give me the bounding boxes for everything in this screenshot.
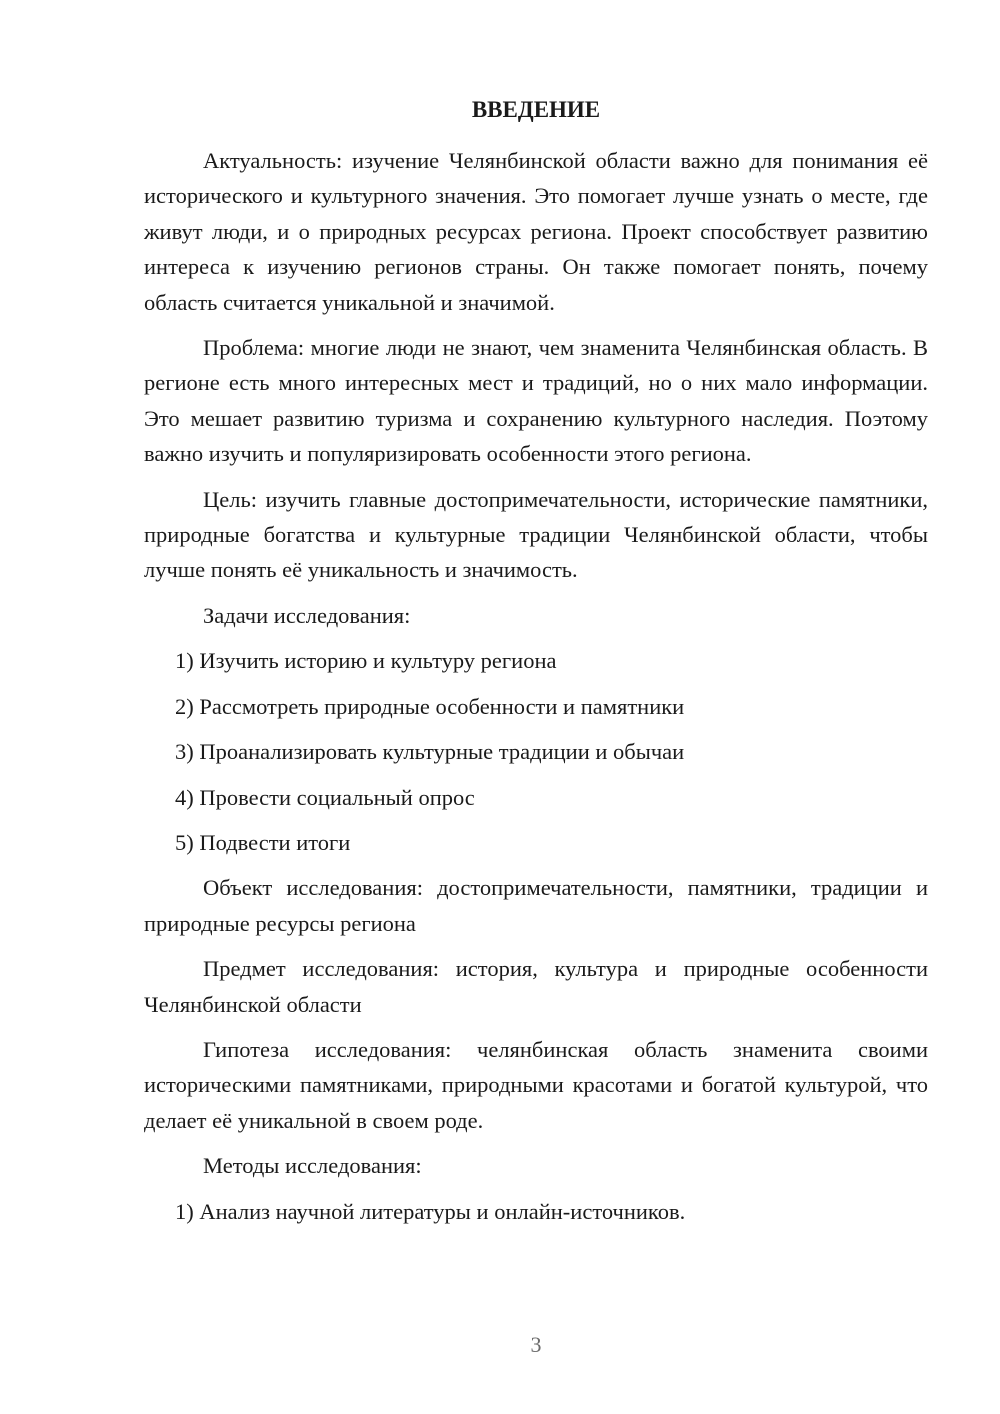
object-paragraph: Объект исследования: достопримечательности, памятники, традиции и природные ресурсы региона	[144, 875, 928, 936]
list-item: 4) Провести социальный опрос	[175, 784, 475, 810]
methods-list	[144, 1194, 928, 1229]
list-item: 3) Проанализировать культурные традиции и обычаи	[175, 739, 685, 765]
methods-heading: Методы исследования:	[203, 1153, 422, 1179]
subject-paragraph: Предмет исследования: история, культура и природные особенности Челянбинской области	[144, 956, 928, 1017]
page-number: 3	[530, 1332, 542, 1357]
list-item: 1) Анализ научной литературы и онлайн-источников.	[175, 1198, 686, 1224]
tasks-list	[144, 643, 928, 860]
list-item: 1) Изучить историю и культуру региона	[175, 648, 557, 674]
problem-paragraph: Проблема: многие люди не знают, чем знаменита Челянбинская область. В регионе есть много интересных мест и традиций, но о них мало информации. Это мешает развитию туризма и сохранению культурного наследия. Поэтому важно изучить и популяризировать особенности этого региона.	[144, 335, 928, 467]
tasks-heading: Задачи исследования:	[203, 602, 411, 628]
document-title: ВВЕДЕНИЕ	[471, 97, 601, 122]
hypothesis-paragraph: Гипотеза исследования: челянбинская область знаменита своими историческими памятниками, природными красотами и богатой культурой, что делает её уникальной в своем роде.	[144, 1036, 928, 1133]
list-item: 5) Подвести итоги	[175, 829, 351, 855]
list-item: 2) Рассмотреть природные особенности и памятники	[175, 693, 685, 719]
goal-paragraph: Цель: изучить главные достопримечательности, исторические памятники, природные богатства и культурные традиции Челянбинской области, чтобы лучше понять её уникальность и значимость.	[144, 486, 928, 583]
document-page	[144, 94, 928, 1239]
relevance-paragraph: Актуальность: изучение Челянбинской области важно для понимания её исторического и культурного значения. Это помогает лучше узнать о месте, где живут люди, и о природных ресурсах региона. Проект способствует развитию интереса к изучению регионов страны. Он также помогает понять, почему область считается уникальной и значимой.	[144, 148, 928, 315]
